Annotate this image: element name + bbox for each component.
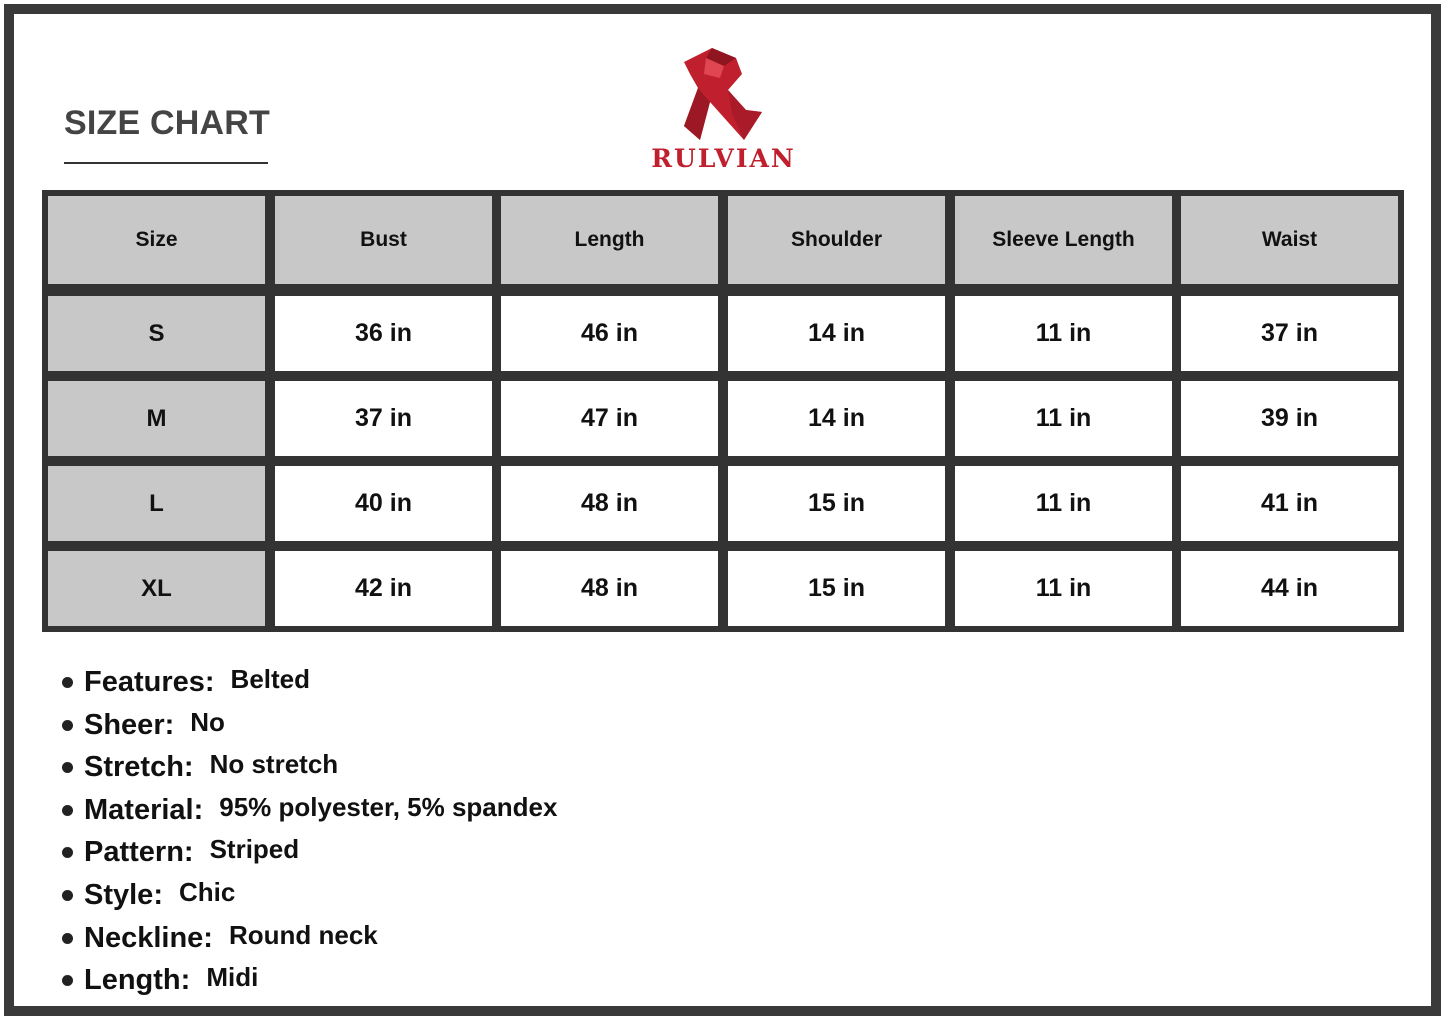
size-label-cell: S (48, 296, 265, 371)
feature-label: Neckline: (84, 921, 213, 954)
measurement-cell: 48 in (501, 551, 718, 626)
bullet-icon (62, 847, 73, 858)
measurement-cell: 14 in (728, 381, 945, 456)
column-header: Size (48, 196, 265, 284)
feature-label: Length: (84, 964, 191, 997)
brand-name: RULVIAN (651, 144, 796, 173)
column-header: Waist (1181, 196, 1398, 284)
feature-value: 95% polyester, 5% spandex (219, 791, 558, 822)
feature-item (62, 707, 862, 750)
measurement-cell: 14 in (728, 296, 945, 371)
measurement-cell: 11 in (955, 466, 1172, 541)
feature-label: Features: (84, 666, 215, 698)
column-header: Shoulder (728, 196, 945, 284)
measurement-cell: 36 in (275, 296, 492, 371)
column-header: Bust (275, 196, 492, 284)
measurement-cell: 44 in (1181, 551, 1398, 626)
measurement-cell: 11 in (955, 296, 1172, 371)
measurement-cell: 15 in (728, 551, 945, 626)
feature-label: Stretch: (84, 751, 194, 784)
size-label-cell: M (48, 381, 265, 456)
bullet-icon (62, 762, 73, 773)
feature-item (62, 920, 862, 963)
measurement-cell: 39 in (1181, 381, 1398, 456)
bullet-icon (62, 890, 73, 901)
bullet-icon (62, 805, 73, 816)
measurement-cell: 11 in (955, 551, 1172, 626)
feature-value: Round neck (228, 919, 378, 950)
size-label-cell: XL (48, 551, 265, 626)
feature-value: Striped (209, 834, 300, 865)
feature-label: Pattern: (84, 836, 194, 869)
measurement-cell: 37 in (275, 381, 492, 456)
column-header: Sleeve Length (955, 196, 1172, 284)
bullet-icon (62, 975, 73, 986)
feature-list (62, 664, 862, 1005)
bullet-icon (62, 677, 73, 688)
measurement-cell: 11 in (955, 381, 1172, 456)
brand-r-icon (676, 44, 771, 144)
page-title: SIZE CHART (64, 104, 270, 142)
measurement-cell: 41 in (1181, 466, 1398, 541)
measurement-cell: 47 in (501, 381, 718, 456)
measurement-cell: 37 in (1181, 296, 1398, 371)
feature-item (62, 749, 862, 792)
feature-item (62, 877, 862, 920)
bullet-icon (62, 720, 73, 731)
measurement-cell: 40 in (275, 466, 492, 541)
feature-item (62, 962, 862, 1005)
size-label-cell: L (48, 466, 265, 541)
feature-value: Chic (178, 876, 236, 907)
feature-value: No (190, 706, 225, 737)
measurement-cell: 46 in (501, 296, 718, 371)
feature-label: Sheer: (84, 708, 175, 741)
size-table (42, 190, 1404, 632)
feature-label: Style: (84, 878, 163, 911)
feature-item (62, 834, 862, 877)
feature-value: Belted (230, 664, 311, 694)
feature-label: Material: (84, 793, 204, 826)
feature-item (62, 664, 862, 707)
measurement-cell: 42 in (275, 551, 492, 626)
bullet-icon (62, 933, 73, 944)
feature-item (62, 792, 862, 835)
measurement-cell: 48 in (501, 466, 718, 541)
title-underline (64, 162, 268, 164)
measurement-cell: 15 in (728, 466, 945, 541)
feature-value: No stretch (209, 749, 339, 780)
brand-logo (636, 44, 811, 176)
column-header: Length (501, 196, 718, 284)
feature-value: Midi (206, 962, 259, 993)
